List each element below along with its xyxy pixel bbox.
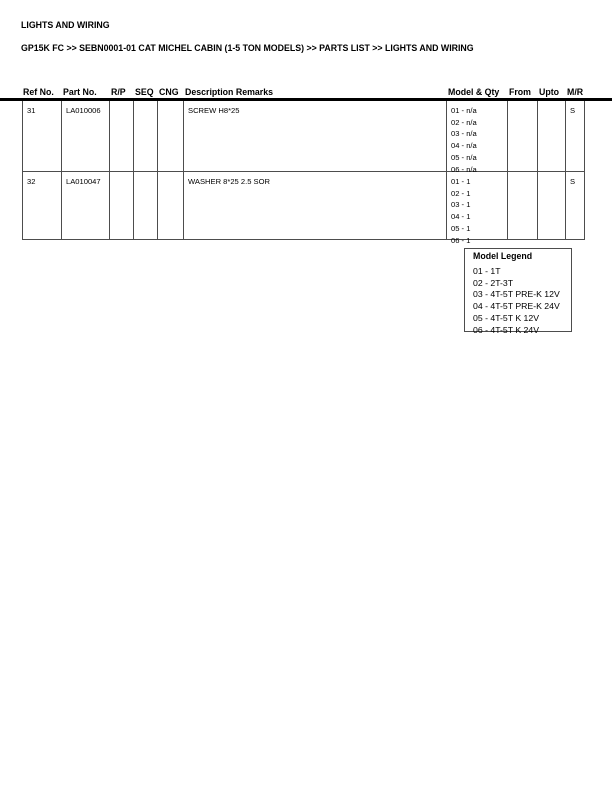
- cell-description: WASHER 8*25 2.5 SOR: [184, 172, 447, 239]
- header-rp: R/P: [111, 87, 126, 97]
- cell-part-no: LA010006: [62, 101, 110, 171]
- model-qty-line: 03 - 1: [451, 200, 471, 210]
- cell-description: SCREW H8*25: [184, 101, 447, 171]
- header-cng: CNG: [159, 87, 179, 97]
- header-upto: Upto: [539, 87, 560, 97]
- model-legend-items: [473, 266, 571, 336]
- header-description-remarks: Description Remarks: [185, 87, 274, 97]
- model-qty-line: 05 - 1: [451, 223, 471, 233]
- cell-cng: [158, 172, 184, 239]
- cell-mr: S: [566, 101, 585, 171]
- model-qty-line: 02 - 1: [451, 188, 471, 198]
- legend-item: 04 - 4T-5T PRE-K 24V: [473, 301, 560, 312]
- model-qty-line: 04 - 1: [451, 212, 471, 222]
- cell-upto: [538, 172, 566, 239]
- model-qty-line: 04 - n/a: [451, 141, 477, 151]
- cell-from: [508, 101, 538, 171]
- legend-item: 06 - 4T-5T K 24V: [473, 324, 539, 335]
- cell-upto: [538, 101, 566, 171]
- cell-rp: [110, 172, 134, 239]
- table-header-row: [22, 87, 585, 97]
- cell-ref-no: 32: [23, 172, 62, 239]
- model-qty-line: 05 - n/a: [451, 152, 477, 162]
- model-legend-box: [464, 248, 572, 335]
- table-row: [23, 172, 585, 245]
- legend-item: 05 - 4T-5T K 12V: [473, 312, 539, 323]
- model-qty-line: 06 - n/a: [451, 164, 477, 174]
- header-from: From: [509, 87, 531, 97]
- cell-mr: S: [566, 172, 585, 239]
- cell-seq: [134, 101, 158, 171]
- model-qty-line: 01 - 1: [451, 177, 471, 186]
- model-qty-line: 02 - n/a: [451, 117, 477, 127]
- cell-from: [508, 172, 538, 239]
- header-seq: SEQ: [135, 87, 154, 97]
- model-qty-line: 03 - n/a: [451, 129, 477, 139]
- model-qty-line: 01 - n/a: [451, 106, 477, 115]
- cell-model-qty: [447, 101, 508, 174]
- legend-item: 03 - 4T-5T PRE-K 12V: [473, 289, 560, 300]
- model-qty-line: 06 - 1: [451, 235, 471, 245]
- page-title: LIGHTS AND WIRING: [21, 19, 110, 30]
- header-part-no: Part No.: [63, 87, 97, 97]
- table-row: [23, 101, 585, 172]
- model-legend-title: Model Legend: [473, 251, 533, 261]
- breadcrumb: GP15K FC >> SEBN0001-01 CAT MICHEL CABIN (1-5 TON MODELS) >> PARTS LIST >> LIGHTS AND WIRING: [21, 42, 474, 53]
- parts-table: [22, 101, 585, 245]
- cell-cng: [158, 101, 184, 171]
- header-mr: M/R: [567, 87, 584, 97]
- cell-rp: [110, 101, 134, 171]
- legend-item: 02 - 2T-3T: [473, 277, 514, 288]
- legend-item: 01 - 1T: [473, 266, 501, 276]
- cell-model-qty: [447, 172, 508, 245]
- header-model-qty: Model & Qty: [448, 87, 500, 97]
- cell-ref-no: 31: [23, 101, 62, 171]
- cell-seq: [134, 172, 158, 239]
- cell-part-no: LA010047: [62, 172, 110, 239]
- header-ref-no: Ref No.: [23, 87, 54, 97]
